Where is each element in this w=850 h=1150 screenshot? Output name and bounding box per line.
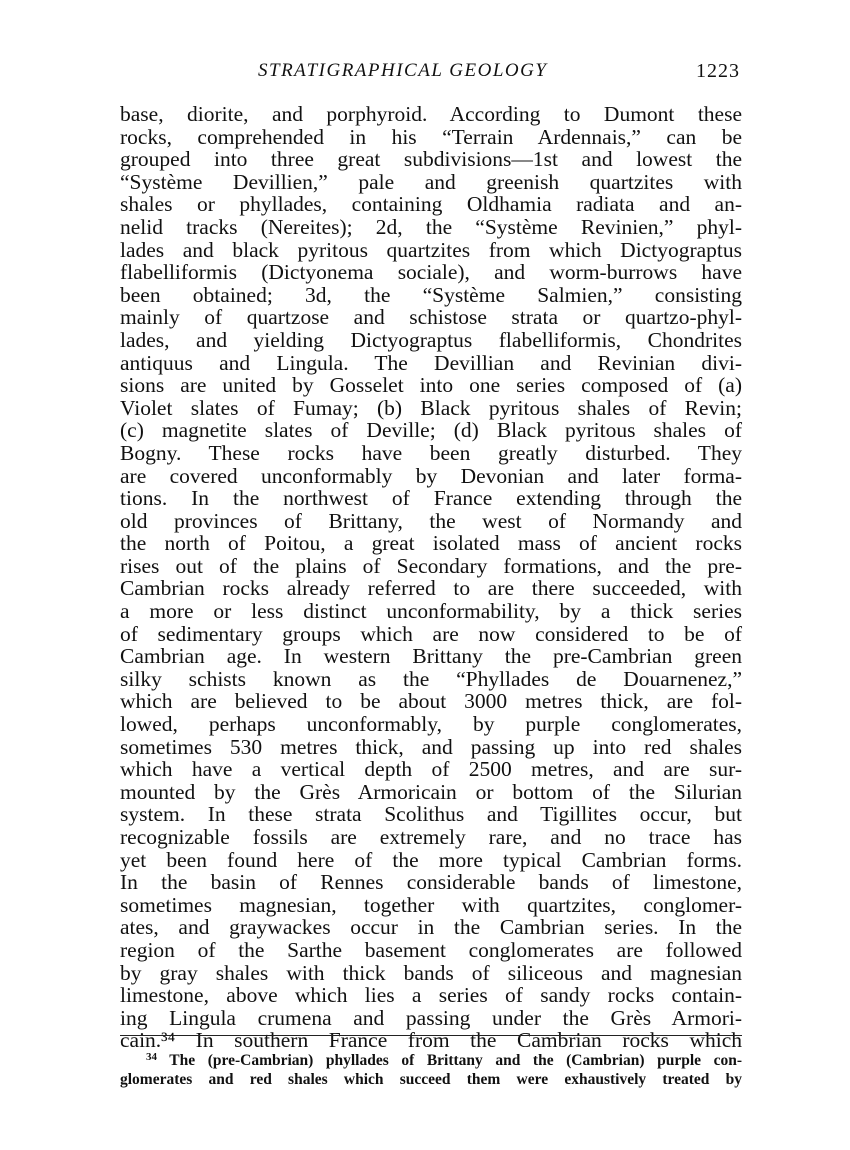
text-line: “Système Devillien,” pale and greenish quartzites with [120,169,742,194]
text-line: lowed, perhaps unconformably, by purple conglomerates, [120,712,742,737]
text-line: antiquus and Lingula. The Devillian and Revinian divi- [120,350,742,375]
text-line: lades, and yielding Dictyograptus flabelliformis, Chondrites [120,327,742,352]
text-line: mainly of quartzose and schistose strata or quartzo-phyl- [120,305,742,330]
text-line: mounted by the Grès Armoricain or bottom of the Silurian [120,779,742,804]
text-line: rocks, comprehended in his “Terrain Ardennais,” can be [120,124,742,149]
text-line: (c) magnetite slates of Deville; (d) Black pyritous shales of [120,418,742,443]
footnote-text-1: The (pre-Cambrian) phyllades of Brittany and the (Cambrian) purple con- [169,1052,742,1069]
text-line: cain.³⁴ In southern France from the Cambrian rocks which [120,1028,742,1053]
text-line: which have a vertical depth of 2500 metres, and are sur- [120,757,742,782]
text-line: are covered unconformably by Devonian and later forma- [120,463,742,488]
text-line: Bogny. These rocks have been greatly disturbed. They [120,440,742,465]
text-line: which are believed to be about 3000 metres thick, are fol- [120,689,742,714]
text-line: Cambrian rocks already referred to are there succeeded, with [120,576,742,601]
text-line: the north of Poitou, a great isolated mass of ancient rocks [120,531,742,556]
text-line: old provinces of Brittany, the west of Normandy and [120,508,742,533]
text-line: In the basin of Rennes considerable bands of limestone, [120,870,742,895]
text-line: recognizable fossils are extremely rare, and no trace has [120,825,742,849]
text-line: shales or phyllades, containing Oldhamia radiata and an- [120,192,742,217]
text-line: yet been found here of the more typical Cambrian forms. [120,847,742,872]
text-line: ates, and graywackes occur in the Cambrian series. In the [120,915,742,940]
text-line: been obtained; 3d, the “Système Salmien,” consisting [120,282,742,307]
page-number: 1223 [696,60,740,82]
text-line: sometimes 530 metres thick, and passing up into red shales [120,734,742,759]
text-line: by gray shales with thick bands of siliceous and magnesian [120,960,742,985]
text-line: Cambrian age. In western Brittany the pre-Cambrian green [120,644,742,669]
text-line: rises out of the plains of Secondary formations, and the pre- [120,553,742,578]
text-line: sions are united by Gosselet into one series composed of (a) [120,373,742,398]
body-text [120,103,742,1052]
text-line: tions. In the northwest of France extending through the [120,486,742,511]
text-line: base, diorite, and porphyroid. According to Dumont these [120,102,742,126]
text-line: limestone, above which lies a series of sandy rocks contain- [120,983,742,1008]
footnote [120,1048,742,1089]
text-line: silky schists known as the “Phyllades de Douarnenez,” [120,666,742,691]
footnote-marker: 34 [146,1051,157,1063]
running-title: STRATIGRAPHICAL GEOLOGY [258,60,548,81]
running-head [120,60,740,86]
text-line: of sedimentary groups which are now considered to be of [120,621,742,646]
text-line: region of the Sarthe basement conglomerates are followed [120,937,742,962]
footnote-line-1 [120,1048,742,1070]
text-line: a more or less distinct unconformability, by a thick series [120,599,742,624]
text-line: ing Lingula crumena and passing under the Grès Armori- [120,1005,742,1030]
text-line: system. In these strata Scolithus and Tigillites occur, but [120,802,742,827]
footnote-line-2: glomerates and red shales which succeed them were exhaustively treated by [120,1071,742,1088]
text-line: sometimes magnesian, together with quartzites, conglomer- [120,892,742,917]
text-line: lades and black pyritous quartzites from which Dictyograptus [120,237,742,262]
text-line: flabelliformis (Dictyonema sociale), and worm-burrows have [120,260,742,285]
text-line: grouped into three great subdivisions—1st and lowest the [120,147,742,172]
text-line: Violet slates of Fumay; (b) Black pyritous shales of Revin; [120,395,742,420]
text-line: nelid tracks (Nereites); 2d, the “Système Revinien,” phyl- [120,214,742,239]
footnote-rule [120,1035,742,1036]
